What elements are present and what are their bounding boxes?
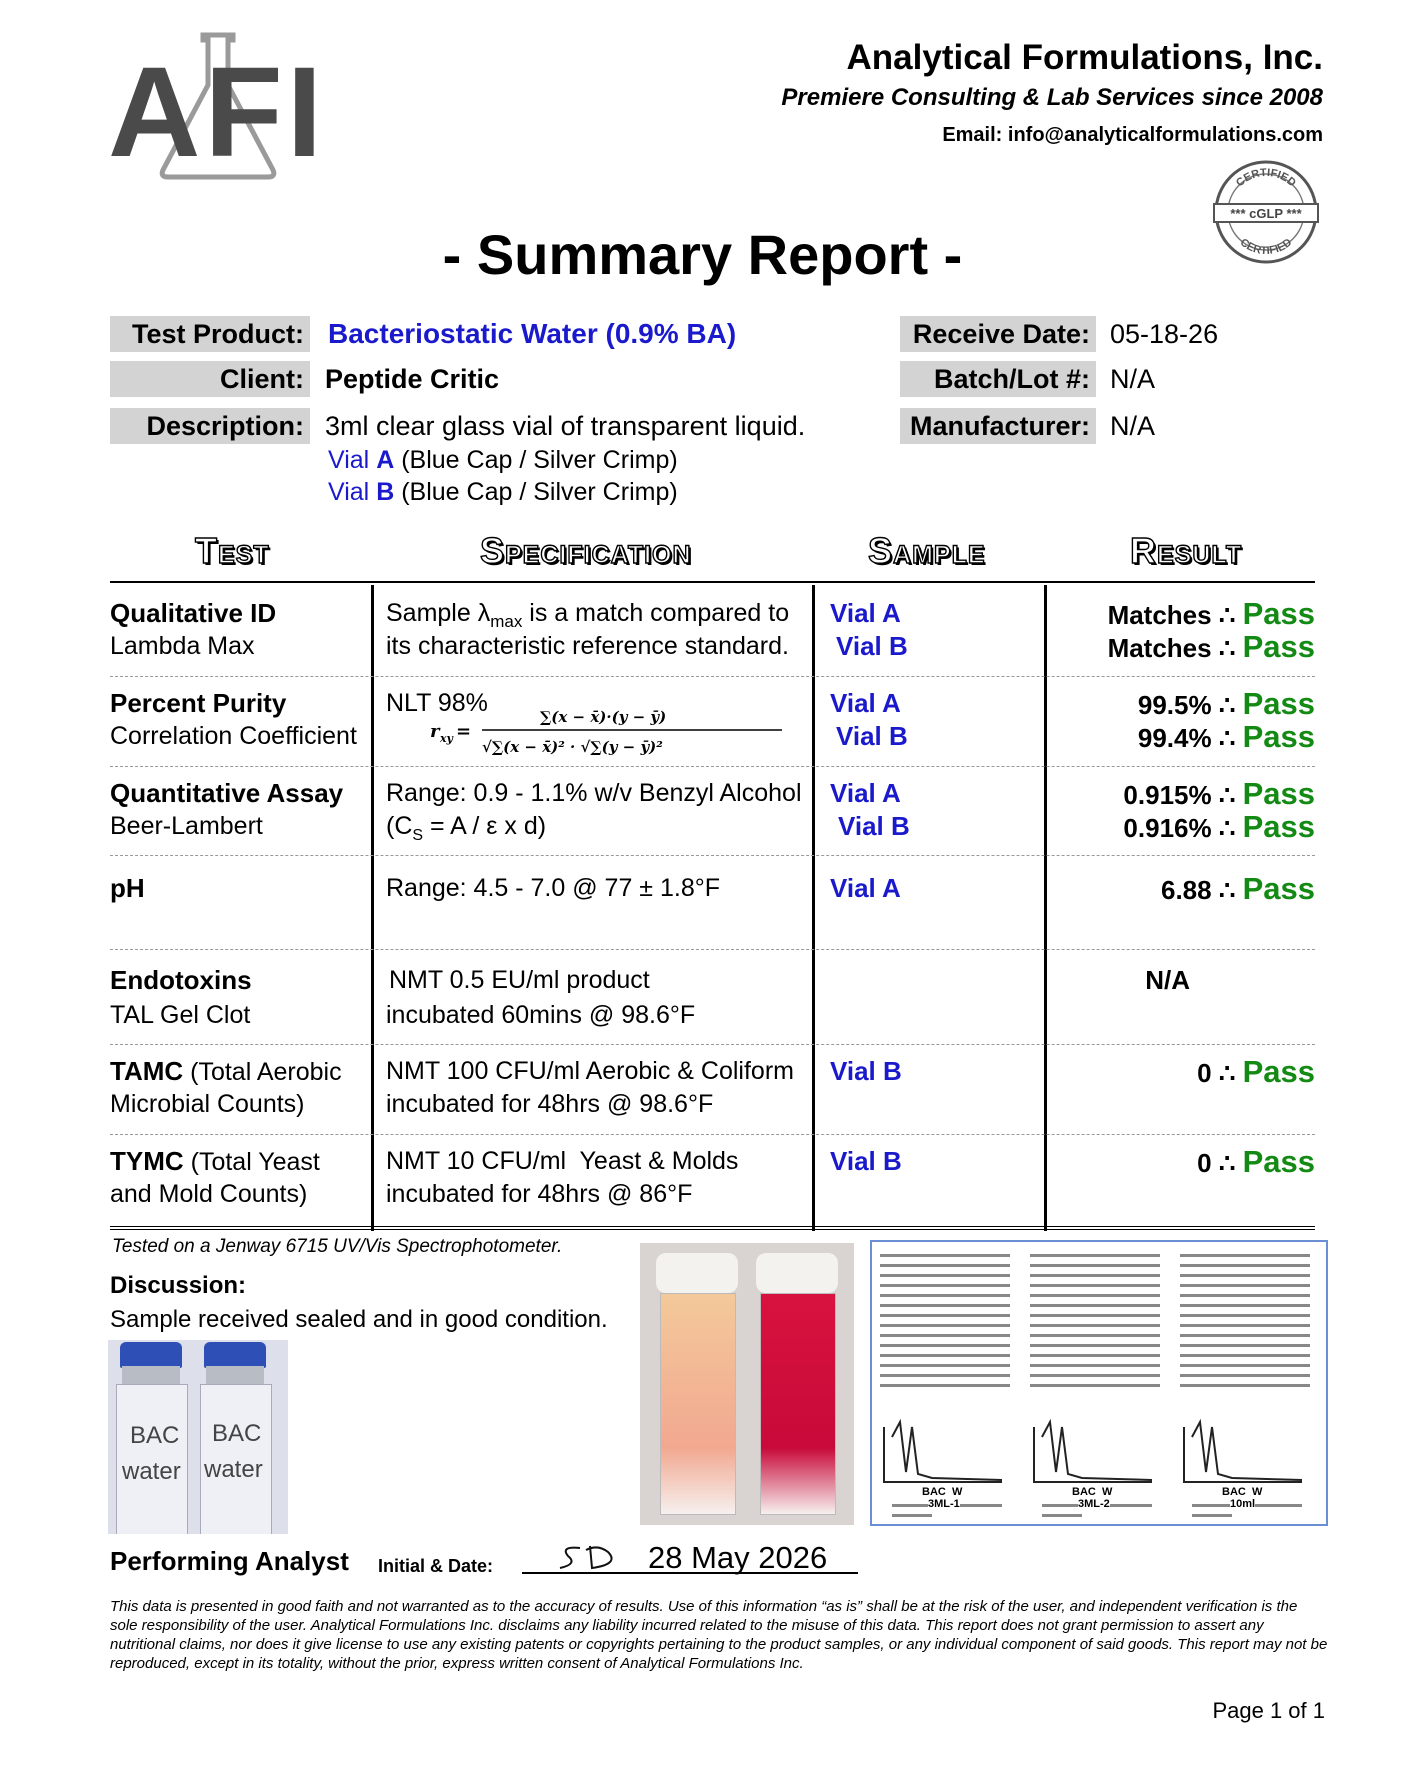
vial-crimp	[122, 1366, 180, 1384]
spec-subscript: max	[490, 612, 523, 631]
col-header-result: Result	[1130, 530, 1243, 571]
manufacturer-value: N/A	[1110, 411, 1156, 441]
result-ph	[1161, 872, 1315, 907]
spec-subscript: S	[412, 827, 424, 844]
client-label: Client:	[110, 361, 310, 397]
client-value: Peptide Critic	[325, 364, 500, 394]
spec-text: Sample λ	[386, 599, 491, 627]
test-name-rest: (Total Yeast	[183, 1148, 320, 1176]
logo-text: AFI	[108, 41, 327, 184]
spectrum-label: BAC W	[922, 1486, 963, 1498]
spec-assay-line1: Range: 0.9 - 1.1% w/v Benzyl Alcohol	[386, 779, 802, 807]
signature-icon	[550, 1540, 630, 1574]
col-header-test: Test	[195, 530, 270, 571]
result-tamc	[1197, 1055, 1315, 1090]
discussion-label: Discussion:	[110, 1272, 247, 1299]
description-value: 3ml clear glass vial of transparent liquid.	[325, 411, 806, 441]
test-name-quantitative-assay: Quantitative Assay	[110, 778, 344, 808]
col-header-specification: Specification	[480, 530, 692, 571]
row-divider	[110, 1044, 1315, 1045]
vial-a-desc	[328, 444, 678, 476]
spectra-printout	[870, 1240, 1328, 1526]
receive-date-value: 05-18-26	[1110, 319, 1219, 349]
col-header-sample: Sample	[868, 530, 986, 571]
manufacturer-label: Manufacturer:	[900, 408, 1096, 444]
sample-vial-a: Vial A	[830, 688, 901, 718]
seal-bottom-text: CERTIFIED	[1237, 236, 1295, 258]
svg-text:r: r	[430, 721, 440, 742]
pass-badge: Pass	[1242, 1054, 1315, 1089]
vial-label-text: BAC	[212, 1420, 262, 1447]
sample-vial-b: Vial B	[830, 1056, 902, 1086]
result-value: Matches ∴	[1107, 633, 1243, 663]
analysis-date: 28 May 2026	[648, 1540, 828, 1575]
analyst-label: Performing Analyst	[110, 1546, 349, 1576]
pass-badge: Pass	[1242, 596, 1315, 631]
test-name-tymc	[110, 1145, 320, 1179]
initial-date-label: Initial & Date:	[378, 1556, 494, 1576]
seal-mid-text: *** cGLP ***	[1230, 206, 1302, 221]
vial-a-text: (Blue Cap / Silver Crimp)	[401, 446, 678, 474]
batch-label: Batch/Lot #:	[900, 361, 1096, 397]
sample-vial-b: Vial B	[836, 721, 908, 751]
spec-qualitative-line2: its characteristic reference standard.	[386, 632, 789, 660]
company-logo	[108, 30, 338, 184]
instrument-note: Tested on a Jenway 6715 UV/Vis Spectrophotometer.	[112, 1236, 563, 1257]
seal-top-text: CERTIFIED	[1234, 166, 1298, 190]
sample-vial-a: Vial A	[830, 778, 901, 808]
discussion-text: Sample received sealed and in good condition.	[110, 1306, 608, 1333]
sample-vial-b: Vial B	[830, 1146, 902, 1176]
company-name: Analytical Formulations, Inc.	[846, 38, 1323, 77]
sample-vial-b: Vial B	[838, 811, 910, 841]
test-method-correlation: Correlation Coefficient	[110, 722, 357, 750]
email: Email: info@analyticalformulations.com	[942, 124, 1323, 146]
result-value: 0.916% ∴	[1123, 813, 1243, 843]
svg-text:=: =	[456, 721, 472, 742]
spectrum-label: BAC W	[1072, 1486, 1113, 1498]
test-method-lambda-max: Lambda Max	[110, 632, 255, 660]
spec-tamc-line1: NMT 100 CFU/ml Aerobic & Coliform	[386, 1057, 794, 1085]
result-value: Matches ∴	[1107, 600, 1243, 630]
vial-b-desc	[328, 476, 678, 508]
cuvettes-photo	[640, 1243, 854, 1525]
result-qual-a	[1108, 597, 1315, 632]
test-product-label: Test Product:	[110, 316, 310, 352]
spectrum-label: 10ml	[1230, 1498, 1256, 1510]
pass-badge: Pass	[1242, 871, 1315, 906]
tagline: Premiere Consulting & Lab Services since 2008	[781, 84, 1323, 111]
vial-crimp	[206, 1366, 264, 1384]
spectrum-label: BAC W	[1222, 1486, 1263, 1498]
test-name-rest: (Total Aerobic	[183, 1058, 342, 1086]
cuvette-cap	[756, 1253, 838, 1293]
vial-label-text: water	[122, 1458, 181, 1485]
spec-tymc-line2: incubated for 48hrs @ 86°F	[386, 1180, 693, 1208]
spec-tamc-line2: incubated for 48hrs @ 98.6°F	[386, 1090, 714, 1118]
result-value: 0.915% ∴	[1123, 780, 1243, 810]
vial-cap	[204, 1342, 266, 1368]
spec-endo-line2: incubated 60mins @ 98.6°F	[386, 1001, 696, 1029]
result-value: 0 ∴	[1197, 1148, 1243, 1178]
header-divider	[110, 581, 1315, 583]
vial-label-text: water	[204, 1456, 263, 1483]
vial-b-letter: B	[376, 478, 395, 506]
result-endo: N/A	[1145, 965, 1190, 995]
vial-label-text: BAC	[130, 1422, 180, 1449]
spec-text: (C	[386, 812, 413, 840]
page-number: Page 1 of 1	[1212, 1698, 1325, 1723]
test-name-percent-purity: Percent Purity	[110, 688, 287, 718]
vial-word: Vial	[328, 446, 370, 474]
result-value: 99.4% ∴	[1137, 723, 1243, 753]
cuvette-pink	[760, 1293, 836, 1515]
sample-vial-a: Vial A	[830, 873, 901, 903]
test-name: TYMC	[110, 1146, 184, 1176]
vial-cap	[120, 1342, 182, 1368]
pass-badge: Pass	[1242, 1144, 1315, 1179]
correlation-formula-icon	[430, 700, 790, 762]
vial-a-letter: A	[376, 446, 395, 474]
result-purity-a	[1138, 687, 1315, 722]
batch-value: N/A	[1110, 364, 1156, 394]
row-divider	[110, 855, 1315, 856]
spec-ph: Range: 4.5 - 7.0 @ 77 ± 1.8°F	[386, 874, 720, 902]
svg-text:xy: xy	[440, 732, 453, 745]
pass-badge: Pass	[1242, 719, 1315, 754]
spec-endo-line1: NMT 0.5 EU/ml product	[389, 966, 650, 994]
result-assay-b	[1123, 810, 1315, 845]
spec-assay-line2	[386, 810, 546, 852]
vial-word: Vial	[328, 478, 370, 506]
row-divider	[110, 1134, 1315, 1135]
test-name-endotoxins: Endotoxins	[110, 965, 252, 995]
pass-badge: Pass	[1242, 776, 1315, 811]
sample-vial-a: Vial A	[830, 598, 901, 628]
cuvette-cap	[656, 1253, 738, 1293]
test-name-tamc	[110, 1055, 342, 1089]
disclaimer-text: This data is presented in good faith and not warranted as to the accuracy of results. Use of this information “as is” shall be at the risk of the user, and independent verification is the sole responsibility of the user. Analytical Formulations Inc. disclaims any liability incurred related to the misuse of this data. This report does not grant permission to assert any nutritional claims, nor does it give license to use any existing patents or copyrights pertaining to the product samples, or any individual component of said goods. This report may not be reproduced, except in its totality, without the prior, express written consent of Analytical Formulations Inc.	[110, 1598, 1328, 1672]
svg-text:∑(x − x̄)·(y − ȳ): ∑(x − x̄)·(y − ȳ)	[540, 708, 667, 726]
spec-text: = A / ε x d)	[423, 812, 547, 840]
report-title: - Summary Report -	[442, 223, 963, 286]
test-method-beer-lambert: Beer-Lambert	[110, 812, 263, 840]
pass-badge: Pass	[1242, 686, 1315, 721]
spec-purity-line1: NLT 98%	[386, 689, 488, 717]
test-method-tymc: and Mold Counts)	[110, 1180, 308, 1208]
vial-b-text: (Blue Cap / Silver Crimp)	[401, 478, 678, 506]
row-divider	[110, 676, 1315, 677]
vials-photo	[108, 1340, 288, 1534]
result-tymc	[1197, 1145, 1315, 1180]
cuvette-pale	[660, 1293, 736, 1515]
receive-date-label: Receive Date:	[900, 316, 1096, 352]
test-method-tamc: Microbial Counts)	[110, 1090, 305, 1118]
test-name-ph: pH	[110, 873, 145, 903]
sample-vial-b: Vial B	[836, 631, 908, 661]
pass-badge: Pass	[1242, 809, 1315, 844]
result-value: 99.5% ∴	[1137, 690, 1243, 720]
description-label: Description:	[110, 408, 310, 444]
spec-text: is a match compared to	[522, 599, 790, 627]
spec-tymc-line1: NMT 10 CFU/ml Yeast & Molds	[386, 1147, 739, 1175]
test-name: TAMC	[110, 1056, 184, 1086]
svg-text:√∑(x − x̄)² · √∑(y − ȳ)²: √∑(x − x̄)² · √∑(y − ȳ)²	[482, 738, 663, 756]
row-divider	[110, 949, 1315, 950]
result-value: 0 ∴	[1197, 1058, 1243, 1088]
test-name-qualitative-id: Qualitative ID	[110, 598, 277, 628]
result-value: 6.88 ∴	[1161, 875, 1243, 905]
result-assay-a	[1123, 777, 1315, 812]
result-qual-b	[1108, 630, 1315, 665]
pass-badge: Pass	[1242, 629, 1315, 664]
table-bottom-border	[110, 1226, 1315, 1233]
row-divider	[110, 766, 1315, 767]
spectrum-label: 3ML-1	[928, 1498, 960, 1510]
test-method-tal-gel-clot: TAL Gel Clot	[110, 1001, 251, 1029]
result-purity-b	[1138, 720, 1315, 755]
spectrum-label: 3ML-2	[1078, 1498, 1110, 1510]
test-product-value: Bacteriostatic Water (0.9% BA)	[328, 318, 737, 349]
